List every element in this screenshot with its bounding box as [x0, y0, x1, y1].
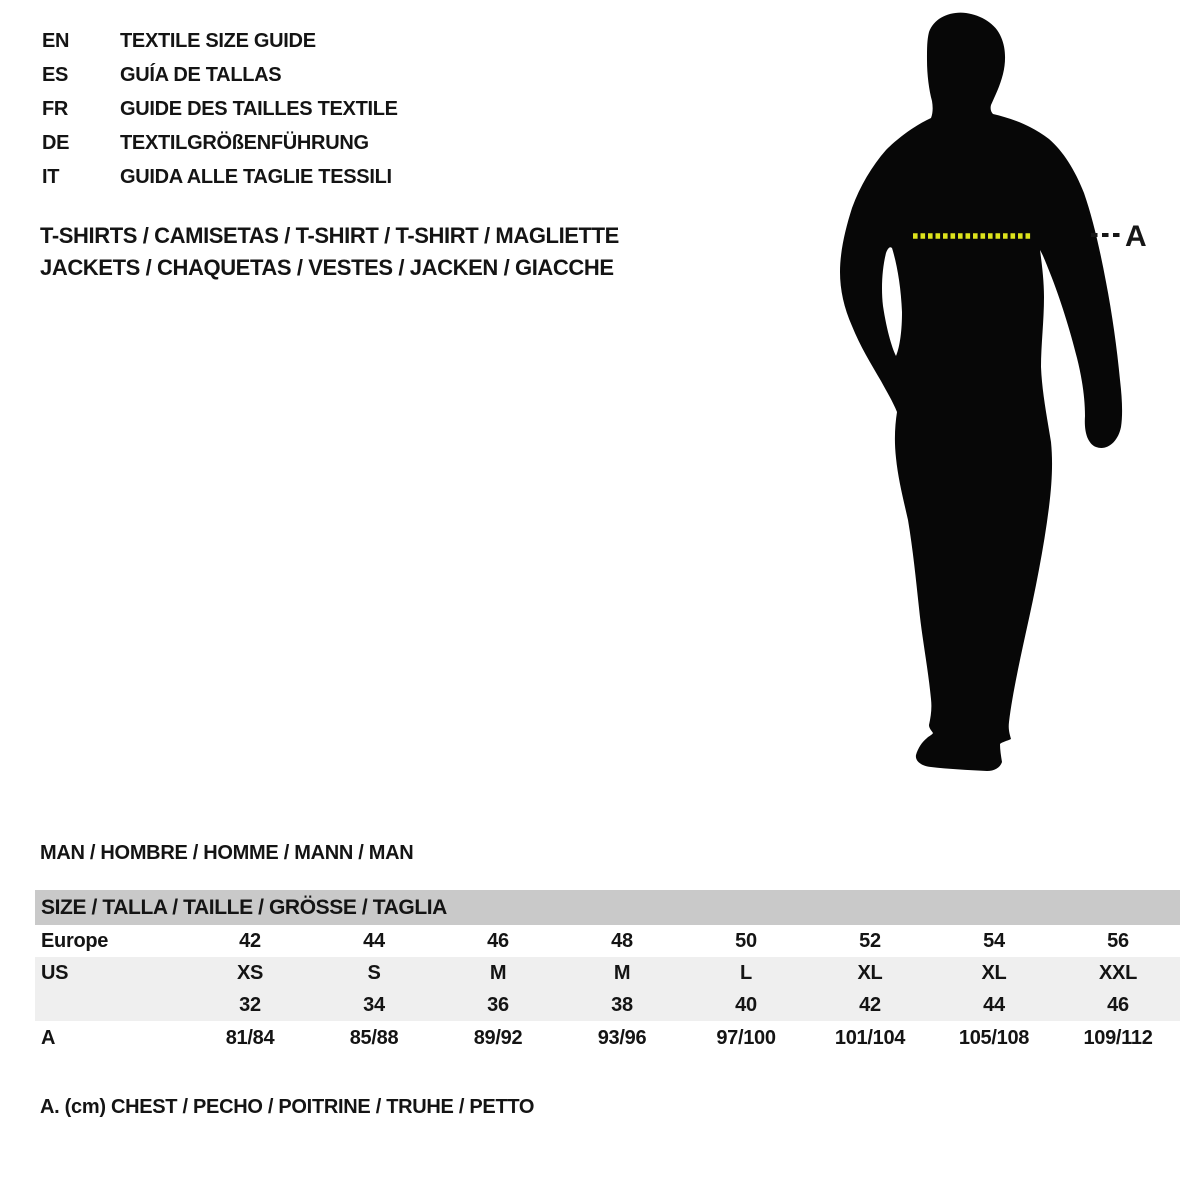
size-cell: 40	[735, 993, 757, 1016]
size-cell: M	[489, 961, 507, 984]
table-row-us	[35, 957, 1180, 989]
row-label: Europe	[41, 929, 109, 952]
size-cell: XS	[236, 961, 264, 984]
measurement-note: A. (cm) CHEST / PECHO / POITRINE / TRUHE / PETTO	[40, 1096, 535, 1118]
size-cell: 93/96	[597, 1027, 647, 1049]
section-title-man: MAN / HOMBRE / HOMME / MANN / MAN	[40, 842, 414, 864]
size-cell: 46	[1107, 993, 1129, 1016]
size-cell: 89/92	[473, 1027, 523, 1049]
size-cell: 54	[983, 929, 1005, 952]
size-cell: 38	[611, 993, 633, 1016]
table-row-us-numeric	[35, 989, 1180, 1021]
language-code: FR	[42, 98, 69, 120]
size-cell: 32	[239, 993, 261, 1016]
man-silhouette-figure	[820, 0, 1200, 800]
size-cell: 42	[239, 929, 261, 952]
language-list	[42, 24, 398, 194]
language-title: GUÍA DE TALLAS	[120, 64, 282, 86]
size-cell: 56	[1107, 929, 1129, 952]
language-title: GUIDA ALLE TAGLIE TESSILI	[120, 166, 392, 188]
category-line-jackets: JACKETS / CHAQUETAS / VESTES / JACKEN / GIACCHE	[40, 255, 614, 280]
language-row-fr	[42, 92, 398, 126]
row-label: US	[41, 961, 69, 984]
size-cell: 42	[859, 993, 881, 1016]
row-label: A	[41, 1027, 56, 1049]
size-cell: L	[740, 961, 752, 984]
size-cell: XL	[981, 961, 1007, 984]
size-cell: 52	[859, 929, 881, 952]
size-cell: M	[613, 961, 631, 984]
language-code: EN	[42, 30, 70, 52]
size-cell: S	[367, 961, 381, 984]
language-code: IT	[42, 166, 60, 188]
size-cell: 50	[735, 929, 757, 952]
size-cell: 44	[363, 929, 385, 952]
size-cell: XL	[857, 961, 883, 984]
category-line-tshirts: T-SHIRTS / CAMISETAS / T-SHIRT / T-SHIRT / MAGLIETTE	[40, 223, 619, 248]
size-cell: 46	[487, 929, 509, 952]
size-cell: 48	[611, 929, 633, 952]
category-lines	[40, 220, 619, 284]
size-cell: 97/100	[716, 1027, 776, 1049]
language-title: GUIDE DES TAILLES TEXTILE	[120, 98, 398, 120]
size-cell: 109/112	[1083, 1027, 1153, 1049]
language-row-en	[42, 24, 398, 58]
table-row-chest-a	[35, 1021, 1180, 1056]
language-row-es	[42, 58, 398, 92]
size-table	[35, 890, 1180, 1056]
size-cell: 36	[487, 993, 509, 1016]
language-code: ES	[42, 64, 69, 86]
language-code: DE	[42, 132, 70, 154]
size-table-header: SIZE / TALLA / TAILLE / GRÖSSE / TAGLIA	[35, 890, 1180, 925]
size-cell: 44	[983, 993, 1005, 1016]
size-cell: 105/108	[958, 1027, 1030, 1049]
measure-label-a: A	[1125, 220, 1147, 253]
size-cell: 34	[363, 993, 385, 1016]
size-cell: 101/104	[834, 1027, 906, 1049]
language-row-de	[42, 126, 398, 160]
size-cell: 85/88	[349, 1027, 399, 1049]
man-silhouette	[840, 13, 1122, 771]
language-title: TEXTILE SIZE GUIDE	[120, 30, 316, 52]
language-title: TEXTILGRÖßENFÜHRUNG	[120, 132, 369, 154]
table-row-europe	[35, 925, 1180, 957]
size-cell: 81/84	[225, 1027, 275, 1049]
size-cell: XXL	[1099, 961, 1137, 984]
language-row-it	[42, 160, 398, 194]
